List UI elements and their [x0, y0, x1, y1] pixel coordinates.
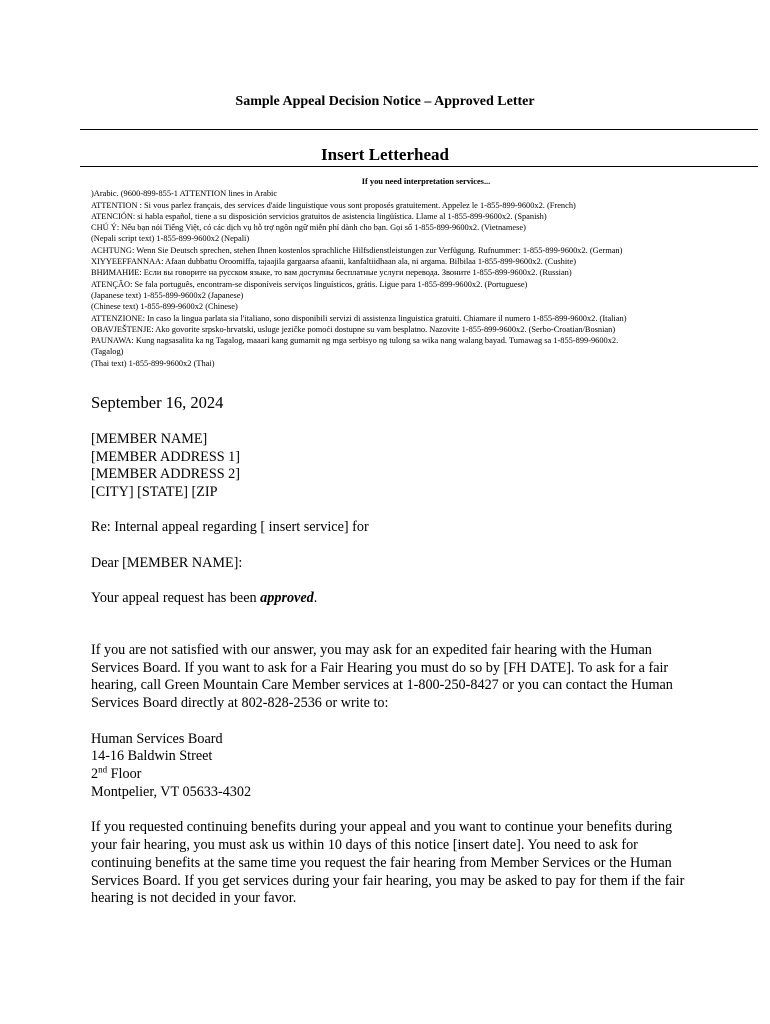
language-line-spanish: ATENCIÓN: si habla español, tiene a su disposición servicios gratuitos de asistencia lingüística. Llame al 1-855-899-9600x2. (Spanish) — [91, 211, 547, 221]
language-line-japanese: (Japanese text) 1-855-899-9600x2 (Japanese) — [91, 290, 244, 300]
member-name: [MEMBER NAME] — [91, 430, 208, 447]
board-floor-word: Floor — [107, 766, 142, 783]
approved-word: approved — [260, 590, 314, 607]
interpretation-notice — [91, 176, 761, 369]
member-address-2: [MEMBER ADDRESS 2] — [91, 466, 240, 483]
member-address-block — [91, 431, 691, 502]
divider-bottom — [80, 166, 758, 167]
letterhead-placeholder: Insert Letterhead — [321, 145, 449, 164]
letter-body — [91, 394, 691, 908]
interpretation-heading: If you need interpretation services... — [361, 177, 491, 186]
language-line-serbo-croatian: OBAVJEŠTENJE: Ako govorite srpsko-hrvatski, usluge jezičke pomoći dostupne su vam besplatno. Nazovite 1-855-899-9600x2. (Serbo-Croatian/Bosnian) — [91, 324, 616, 334]
language-line-tagalog: PAUNAWA: Kung nagsasalita ka ng Tagalog, maaari kang gumamit ng mga serbisyo ng tulong sa wika nang walang bayad. Tumawag sa 1-855-899-9600x2. — [91, 336, 619, 346]
member-city-state-zip: [CITY] [STATE] [ZIP — [91, 484, 218, 501]
approval-suffix: . — [313, 590, 318, 607]
language-line-tagalog-label: (Tagalog) — [91, 347, 124, 357]
language-line-chinese: (Chinese text) 1-855-899-9600x2 (Chinese) — [91, 302, 238, 312]
board-floor-number: 2 — [91, 766, 99, 783]
language-line-russian: ВНИМАНИЕ: Если вы говорите на русском языке, то вам доступны бесплатные услуги перевода. Звоните 1-855-899-9600x2. (Russian) — [91, 268, 572, 278]
language-line-nepali: (Nepali script text) 1-855-899-9600x2 (Nepali) — [91, 234, 250, 244]
re-line: Re: Internal appeal regarding [ insert service] for — [91, 519, 369, 536]
letter-date: September 16, 2024 — [91, 393, 224, 412]
board-street: 14-16 Baldwin Street — [91, 748, 213, 765]
fair-hearing-paragraph: If you are not satisfied with our answer, you may ask for an expedited fair hearing with the Human Services Board. If you want to ask for a Fair Hearing you must do so by [FH DATE]. To ask for a fair hearing, call Green Mountain Care Member services at 1-800-250-8427 or you can contact the Human Services Board directly at 802-828-2536 or write to: — [91, 641, 673, 712]
language-line-vietnamese: CHÚ Ý: Nếu bạn nói Tiếng Việt, có các dịch vụ hỗ trợ ngôn ngữ miễn phí dành cho bạn. Gọi số 1-855-899-9600x2. (Vietnamese) — [91, 223, 526, 233]
language-line-french: ATTENTION : Si vous parlez français, des services d'aide linguistique vous sont proposés gratuitement. Appelez le 1-855-899-9600x2. (French) — [91, 200, 576, 210]
divider-top — [80, 129, 758, 130]
approval-statement — [91, 590, 691, 608]
salutation: Dear [MEMBER NAME]: — [91, 554, 243, 571]
board-name: Human Services Board — [91, 730, 223, 747]
board-address-block — [91, 731, 691, 802]
board-floor — [91, 766, 691, 784]
board-city: Montpelier, VT 05633-4302 — [91, 783, 252, 800]
member-address-1: [MEMBER ADDRESS 1] — [91, 448, 240, 465]
language-line-portuguese: ATENÇÃO: Se fala português, encontram-se disponíveis serviços linguísticos, grátis. Ligue para 1-855-899-9600x2. (Portuguese) — [91, 279, 528, 289]
language-line-thai: (Thai text) 1-855-899-9600x2 (Thai) — [91, 358, 215, 368]
document-title: Sample Appeal Decision Notice – Approved Letter — [235, 94, 535, 109]
approval-prefix: Your appeal request has been — [91, 590, 261, 607]
language-line-german: ACHTUNG: Wenn Sie Deutsch sprechen, stehen Ihnen kostenlos sprachliche Hilfsdienstleistungen zur Verfügung. Rufnummer: 1-855-899-9600x2. (German) — [91, 245, 623, 255]
language-line-cushite: XIYYEEFFANNAA: Afaan dubbattu Oroomiffa, tajaajila gargaarsa afaanii, kanfaltiidhaan ala, ni argama. Bilbilaa 1-855-899-9600x2. (Cushite) — [91, 257, 576, 267]
continuing-benefits-paragraph: If you requested continuing benefits during your appeal and you want to continue your benefits during your fair hearing, you must ask us within 10 days of this notice [insert date]. You need to ask for continuing benefits at the same time you request the fair hearing from Member Services or the Human Services Board. If you get services during your fair hearing, you may be asked to pay for them if the fair hearing is not decided in your favor. — [91, 819, 685, 907]
language-line-arabic: )Arabic. (9600-899-855-1 ATTENTION lines in Arabic — [91, 189, 278, 199]
language-line-italian: ATTENZIONE: In caso la lingua parlata sia l'italiano, sono disponibili servizi di assistenza linguistica gratuiti. Chiamare il numero 1-855-899-9600x2. (Italian) — [91, 313, 627, 323]
board-floor-suffix: nd — [98, 764, 108, 775]
